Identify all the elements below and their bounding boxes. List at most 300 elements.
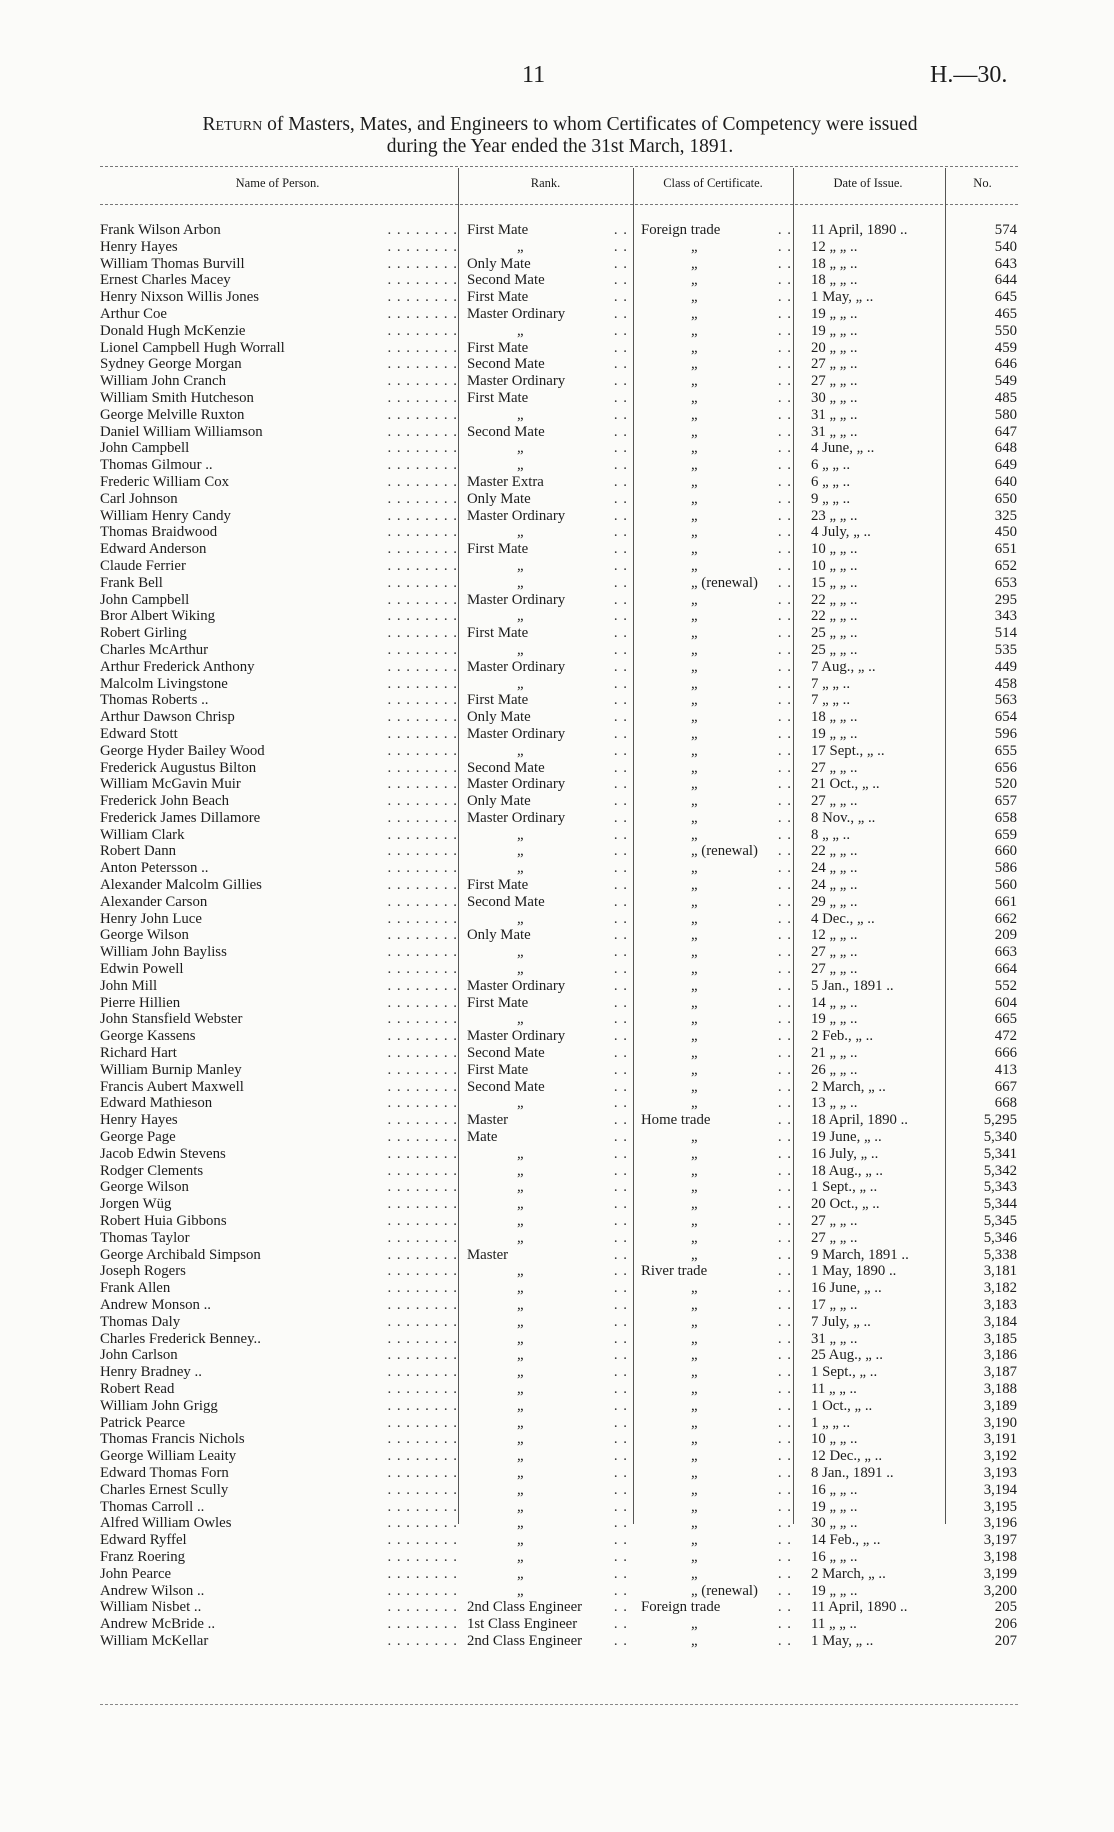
issue-date: 10 „ „ .. — [811, 541, 858, 558]
issue-date: 20 Oct., „ .. — [811, 1196, 880, 1213]
name-leader-dots: . . . . . . . . — [387, 725, 458, 742]
person-name: George Archibald Simpson — [100, 1246, 261, 1263]
certificate-class: „ — [691, 490, 698, 507]
rank: „ — [517, 1095, 524, 1112]
rank-leader-dots: . . — [613, 1397, 628, 1414]
class-leader-dots: . . — [777, 1364, 792, 1381]
class-leader-dots: . . — [777, 1380, 792, 1397]
person-name: John Campbell — [100, 440, 190, 457]
rank: Master Ordinary — [467, 591, 566, 608]
person-name: William McGavin Muir — [100, 776, 241, 793]
rank: Master Ordinary — [467, 658, 566, 675]
table-bottom-rule — [100, 1704, 1018, 1705]
certificate-number: 656 — [994, 759, 1017, 776]
rank: „ — [517, 742, 524, 759]
name-leader-dots: . . . . . . . . — [387, 1481, 458, 1498]
class-leader-dots: . . — [777, 1112, 792, 1129]
name-leader-dots: . . . . . . . . — [387, 305, 458, 322]
issue-date: 30 „ „ .. — [811, 389, 858, 406]
person-name: Thomas Francis Nichols — [100, 1431, 245, 1448]
rank: First Mate — [467, 541, 529, 558]
issue-date: 27 „ „ .. — [811, 1229, 858, 1246]
name-leader-dots: . . . . . . . . — [387, 322, 458, 339]
rank: Master — [467, 1246, 509, 1263]
certificate-number: 3,182 — [983, 1280, 1017, 1297]
rank-leader-dots: . . — [613, 809, 628, 826]
table-row — [0, 1062, 1114, 1079]
rank-leader-dots: . . — [613, 1028, 628, 1045]
rank-leader-dots: . . — [613, 356, 628, 373]
name-leader-dots: . . . . . . . . — [387, 893, 458, 910]
rank: Master Ordinary — [467, 1028, 566, 1045]
table-row — [0, 1247, 1114, 1264]
table-row — [0, 793, 1114, 810]
table-header-rule — [100, 204, 1018, 205]
person-name: Henry Hayes — [100, 238, 178, 255]
issue-date: 12 „ „ .. — [811, 238, 858, 255]
rank-leader-dots: . . — [613, 776, 628, 793]
rank: „ — [517, 1464, 524, 1481]
table-row — [0, 827, 1114, 844]
person-name: Thomas Carroll .. — [100, 1498, 205, 1515]
name-leader-dots: . . . . . . . . — [387, 1263, 458, 1280]
rank-leader-dots: . . — [613, 1112, 628, 1129]
rank-leader-dots: . . — [613, 843, 628, 860]
issue-date: 10 „ „ .. — [811, 557, 858, 574]
rank-leader-dots: . . — [613, 1347, 628, 1364]
rank: „ — [517, 1179, 524, 1196]
certificate-number: 667 — [994, 1078, 1017, 1095]
certificate-class: Foreign trade — [641, 222, 721, 238]
certificate-class: „ — [691, 1414, 698, 1431]
class-leader-dots: . . — [777, 1229, 792, 1246]
class-leader-dots: . . — [777, 641, 792, 658]
column-header-date: Date of Issue. — [833, 176, 903, 190]
table-row — [0, 1297, 1114, 1314]
rank-leader-dots: . . — [613, 1213, 628, 1230]
rank-leader-dots: . . — [613, 860, 628, 877]
certificate-number: 5,345 — [983, 1213, 1017, 1230]
title-line2: during the Year ended the 31st March, 1891. — [386, 136, 734, 157]
table-row — [0, 1213, 1114, 1230]
table-row — [0, 575, 1114, 592]
class-leader-dots: . . — [777, 1280, 792, 1297]
certificate-number: 3,199 — [983, 1565, 1017, 1582]
rank: „ — [517, 1380, 524, 1397]
issue-date: 25 Aug., „ .. — [811, 1347, 883, 1364]
table-row — [0, 373, 1114, 390]
person-name: Claude Ferrier — [100, 557, 186, 574]
class-leader-dots: . . — [777, 1347, 792, 1364]
rank: Second Mate — [467, 272, 545, 289]
rank-leader-dots: . . — [613, 1565, 628, 1582]
name-leader-dots: . . . . . . . . — [387, 641, 458, 658]
person-name: George Wilson — [100, 1179, 189, 1196]
certificate-number: 604 — [994, 994, 1017, 1011]
certificate-class: „ — [691, 356, 698, 373]
certificate-class: „ — [691, 1313, 698, 1330]
certificate-number: 5,342 — [983, 1162, 1017, 1179]
rank: „ — [517, 1565, 524, 1582]
class-leader-dots: . . — [777, 389, 792, 406]
person-name: George Hyder Bailey Wood — [100, 742, 265, 759]
certificate-class: „ — [691, 272, 698, 289]
certificate-class: Home trade — [641, 1112, 711, 1129]
person-name: William John Grigg — [100, 1397, 218, 1414]
certificate-class: „ — [691, 255, 698, 272]
table-row — [0, 1179, 1114, 1196]
certificate-class: River trade — [641, 1263, 708, 1280]
class-leader-dots: . . — [777, 1095, 792, 1112]
rank-leader-dots: . . — [613, 944, 628, 961]
rank-leader-dots: . . — [613, 1129, 628, 1146]
certificate-number: 552 — [994, 977, 1017, 994]
rank-leader-dots: . . — [613, 742, 628, 759]
class-leader-dots: . . — [777, 1464, 792, 1481]
rank-leader-dots: . . — [613, 1330, 628, 1347]
person-name: Sydney George Morgan — [100, 356, 242, 373]
rank-leader-dots: . . — [613, 389, 628, 406]
rank-leader-dots: . . — [613, 1448, 628, 1465]
class-leader-dots: . . — [777, 1532, 792, 1549]
person-name: Henry John Luce — [100, 910, 202, 927]
issue-date: 1 „ „ .. — [811, 1414, 851, 1431]
table-row — [0, 256, 1114, 273]
name-leader-dots: . . . . . . . . — [387, 1196, 458, 1213]
certificate-class: „ — [691, 1061, 698, 1078]
name-leader-dots: . . . . . . . . — [387, 1380, 458, 1397]
person-name: Frank Bell — [100, 574, 163, 591]
name-leader-dots: . . . . . . . . — [387, 1582, 458, 1599]
table-row — [0, 1347, 1114, 1364]
class-leader-dots: . . — [777, 759, 792, 776]
certificate-class: „ — [691, 1330, 698, 1347]
table-row — [0, 1280, 1114, 1297]
certificate-number: 666 — [994, 1045, 1017, 1062]
certificate-number: 5,295 — [983, 1112, 1017, 1129]
certificate-number: 3,191 — [983, 1431, 1017, 1448]
certificate-number: 560 — [994, 877, 1017, 894]
name-leader-dots: . . . . . . . . — [387, 742, 458, 759]
issue-date: 17 „ „ .. — [811, 1297, 858, 1313]
certificate-number: 650 — [994, 490, 1017, 507]
certificate-number: 413 — [994, 1061, 1017, 1078]
rank: Master Ordinary — [467, 507, 566, 524]
certificate-number: 3,188 — [983, 1380, 1017, 1397]
table-row — [0, 1599, 1114, 1616]
person-name: Robert Huia Gibbons — [100, 1213, 227, 1230]
rank-leader-dots: . . — [613, 1061, 628, 1078]
certificate-class: „ — [691, 1196, 698, 1213]
rank: „ — [517, 1196, 524, 1213]
certificate-number: 549 — [994, 373, 1017, 390]
table-row — [0, 1549, 1114, 1566]
table-row — [0, 1566, 1114, 1583]
table-row — [0, 1532, 1114, 1549]
table-row — [0, 978, 1114, 995]
table-row — [0, 1314, 1114, 1331]
person-name: Frank Wilson Arbon — [100, 222, 221, 238]
rank: First Mate — [467, 222, 529, 238]
title-rest: of Masters, Mates, and Engineers to whom Certificates of Competency were issued — [262, 114, 918, 135]
rank: „ — [517, 961, 524, 978]
certificate-number: 647 — [994, 423, 1017, 440]
certificate-class: „ (renewal) — [691, 843, 758, 860]
issue-date: 20 „ „ .. — [811, 339, 858, 356]
table-row — [0, 524, 1114, 541]
name-leader-dots: . . . . . . . . — [387, 809, 458, 826]
person-name: Alexander Malcolm Gillies — [100, 877, 262, 894]
issue-date: 18 „ „ .. — [811, 709, 858, 726]
certificate-number: 459 — [994, 339, 1017, 356]
person-name: William Thomas Burvill — [100, 255, 245, 272]
table-row — [0, 1011, 1114, 1028]
table-row — [0, 1515, 1114, 1532]
rank: „ — [517, 1313, 524, 1330]
rank: „ — [517, 1431, 524, 1448]
table-row — [0, 1633, 1114, 1650]
issue-date: 17 Sept., „ .. — [811, 742, 885, 759]
rank: Master Ordinary — [467, 373, 566, 390]
person-name: Rodger Clements — [100, 1162, 204, 1179]
certificate-number: 3,194 — [983, 1481, 1017, 1498]
table-row — [0, 760, 1114, 777]
rank-leader-dots: . . — [613, 591, 628, 608]
rank-leader-dots: . . — [613, 1297, 628, 1313]
certificate-number: 5,340 — [983, 1129, 1017, 1146]
issue-date: 7 Aug., „ .. — [811, 658, 876, 675]
certificate-number: 652 — [994, 557, 1017, 574]
person-name: Edward Ryffel — [100, 1532, 187, 1549]
name-leader-dots: . . . . . . . . — [387, 457, 458, 474]
class-leader-dots: . . — [777, 490, 792, 507]
certificate-class: Foreign trade — [641, 1599, 721, 1616]
issue-date: 23 „ „ .. — [811, 507, 858, 524]
table-row — [0, 1196, 1114, 1213]
person-name: Pierre Hillien — [100, 994, 181, 1011]
name-leader-dots: . . . . . . . . — [387, 1078, 458, 1095]
name-leader-dots: . . . . . . . . — [387, 1498, 458, 1515]
class-leader-dots: . . — [777, 1582, 792, 1599]
rank-leader-dots: . . — [613, 1179, 628, 1196]
person-name: Carl Johnson — [100, 490, 178, 507]
rank-leader-dots: . . — [613, 927, 628, 944]
person-name: Alfred William Owles — [100, 1515, 232, 1532]
person-name: Edward Thomas Forn — [100, 1464, 229, 1481]
certificate-number: 3,189 — [983, 1397, 1017, 1414]
class-leader-dots: . . — [777, 1448, 792, 1465]
certificate-class: „ — [691, 1397, 698, 1414]
issue-date: 27 „ „ .. — [811, 356, 858, 373]
person-name: Ernest Charles Macey — [100, 272, 231, 289]
certificate-number: 659 — [994, 826, 1017, 843]
issue-date: 16 „ „ .. — [811, 1548, 858, 1565]
class-leader-dots: . . — [777, 1397, 792, 1414]
certificate-class: „ — [691, 1532, 698, 1549]
certificate-class: „ — [691, 473, 698, 490]
issue-date: 21 „ „ .. — [811, 1045, 858, 1062]
issue-date: 18 „ „ .. — [811, 255, 858, 272]
name-leader-dots: . . . . . . . . — [387, 709, 458, 726]
certificate-class: „ — [691, 1162, 698, 1179]
rank: „ — [517, 843, 524, 860]
person-name: Frederick John Beach — [100, 793, 230, 810]
issue-date: 19 „ „ .. — [811, 1582, 858, 1599]
name-leader-dots: . . . . . . . . — [387, 1565, 458, 1582]
rank-leader-dots: . . — [613, 759, 628, 776]
name-leader-dots: . . . . . . . . — [387, 1213, 458, 1230]
certificate-number: 665 — [994, 1011, 1017, 1028]
name-leader-dots: . . . . . . . . — [387, 1129, 458, 1146]
issue-date: 11 „ „ .. — [811, 1616, 857, 1633]
table-row — [0, 1045, 1114, 1062]
name-leader-dots: . . . . . . . . — [387, 423, 458, 440]
rank-leader-dots: . . — [613, 1229, 628, 1246]
document-reference: H.—30. — [930, 62, 1008, 88]
column-header-rank: Rank. — [530, 176, 561, 190]
certificate-number: 3,192 — [983, 1448, 1017, 1465]
certificate-number: 657 — [994, 793, 1017, 810]
issue-date: 27 „ „ .. — [811, 961, 858, 978]
class-leader-dots: . . — [777, 1481, 792, 1498]
table-row — [0, 642, 1114, 659]
certificate-class: „ — [691, 1129, 698, 1146]
table-row — [0, 659, 1114, 676]
person-name: Thomas Gilmour .. — [100, 457, 213, 474]
certificate-class: „ — [691, 1280, 698, 1297]
certificate-number: 653 — [994, 574, 1017, 591]
person-name: Richard Hart — [100, 1045, 177, 1062]
rank-leader-dots: . . — [613, 1011, 628, 1028]
rank: „ — [517, 1532, 524, 1549]
table-row — [0, 390, 1114, 407]
table-row — [0, 1263, 1114, 1280]
class-leader-dots: . . — [777, 725, 792, 742]
class-leader-dots: . . — [777, 222, 792, 238]
table-row — [0, 474, 1114, 491]
certificate-number: 646 — [994, 356, 1017, 373]
issue-date: 9 March, 1891 .. — [811, 1246, 909, 1263]
table-row — [0, 1482, 1114, 1499]
certificate-table-body — [0, 222, 1114, 1650]
rank-leader-dots: . . — [613, 893, 628, 910]
issue-date: 1 May, „ .. — [811, 1632, 874, 1649]
name-leader-dots: . . . . . . . . — [387, 1448, 458, 1465]
issue-date: 18 Aug., „ .. — [811, 1162, 883, 1179]
certificate-class: „ — [691, 641, 698, 658]
class-leader-dots: . . — [777, 356, 792, 373]
person-name: Frederick James Dillamore — [100, 809, 261, 826]
rank: „ — [517, 574, 524, 591]
class-leader-dots: . . — [777, 994, 792, 1011]
certificate-class: „ — [691, 1481, 698, 1498]
certificate-class: „ — [691, 1380, 698, 1397]
rank: „ — [517, 1364, 524, 1381]
person-name: John Carlson — [100, 1347, 178, 1364]
issue-date: 27 „ „ .. — [811, 793, 858, 810]
certificate-number: 209 — [994, 927, 1017, 944]
name-leader-dots: . . . . . . . . — [387, 961, 458, 978]
name-leader-dots: . . . . . . . . — [387, 1280, 458, 1297]
certificate-class: „ — [691, 910, 698, 927]
certificate-class: „ — [691, 591, 698, 608]
table-row — [0, 726, 1114, 743]
class-leader-dots: . . — [777, 423, 792, 440]
rank-leader-dots: . . — [613, 692, 628, 709]
class-leader-dots: . . — [777, 1196, 792, 1213]
rank: First Mate — [467, 389, 529, 406]
certificate-number: 3,184 — [983, 1313, 1017, 1330]
class-leader-dots: . . — [777, 1263, 792, 1280]
name-leader-dots: . . . . . . . . — [387, 625, 458, 642]
name-leader-dots: . . . . . . . . — [387, 1431, 458, 1448]
certificate-class: „ — [691, 1616, 698, 1633]
name-leader-dots: . . . . . . . . — [387, 222, 458, 238]
class-leader-dots: . . — [777, 574, 792, 591]
name-leader-dots: . . . . . . . . — [387, 944, 458, 961]
person-name: Alexander Carson — [100, 893, 208, 910]
title-lead: Return — [202, 114, 263, 135]
rank: „ — [517, 406, 524, 423]
name-leader-dots: . . . . . . . . — [387, 1330, 458, 1347]
table-row — [0, 491, 1114, 508]
rank: „ — [517, 1330, 524, 1347]
person-name: Bror Albert Wiking — [100, 608, 216, 625]
issue-date: 16 July, „ .. — [811, 1145, 879, 1162]
person-name: Charles McArthur — [100, 641, 209, 658]
class-leader-dots: . . — [777, 1213, 792, 1230]
person-name: Robert Dann — [100, 843, 177, 860]
rank: First Mate — [467, 289, 529, 306]
issue-date: 22 „ „ .. — [811, 608, 858, 625]
certificate-number: 663 — [994, 944, 1017, 961]
certificate-number: 668 — [994, 1095, 1017, 1112]
rank: Second Mate — [467, 1045, 545, 1062]
person-name: John Mill — [100, 977, 158, 994]
table-row — [0, 323, 1114, 340]
issue-date: 30 „ „ .. — [811, 1515, 858, 1532]
issue-date: 27 „ „ .. — [811, 1213, 858, 1230]
rank-leader-dots: . . — [613, 1548, 628, 1565]
certificate-class: „ — [691, 927, 698, 944]
issue-date: 19 „ „ .. — [811, 725, 858, 742]
certificate-number: 640 — [994, 473, 1017, 490]
table-row — [0, 424, 1114, 441]
person-name: Henry Bradney .. — [100, 1364, 202, 1381]
issue-date: 4 Dec., „ .. — [811, 910, 875, 927]
certificate-class: „ — [691, 658, 698, 675]
rank-leader-dots: . . — [613, 625, 628, 642]
class-leader-dots: . . — [777, 1045, 792, 1062]
certificate-class: „ — [691, 1297, 698, 1313]
rank: „ — [517, 1263, 524, 1280]
table-row — [0, 1095, 1114, 1112]
rank-leader-dots: . . — [613, 490, 628, 507]
table-row — [0, 222, 1114, 239]
issue-date: 31 „ „ .. — [811, 423, 858, 440]
rank-leader-dots: . . — [613, 339, 628, 356]
issue-date: 21 Oct., „ .. — [811, 776, 880, 793]
certificate-class: „ — [691, 877, 698, 894]
certificate-number: 520 — [994, 776, 1017, 793]
certificate-class: „ — [691, 423, 698, 440]
certificate-class: „ — [691, 1565, 698, 1582]
name-leader-dots: . . . . . . . . — [387, 1414, 458, 1431]
person-name: Daniel William Williamson — [100, 423, 263, 440]
rank: Second Mate — [467, 1078, 545, 1095]
name-leader-dots: . . . . . . . . — [387, 1162, 458, 1179]
name-leader-dots: . . . . . . . . — [387, 776, 458, 793]
